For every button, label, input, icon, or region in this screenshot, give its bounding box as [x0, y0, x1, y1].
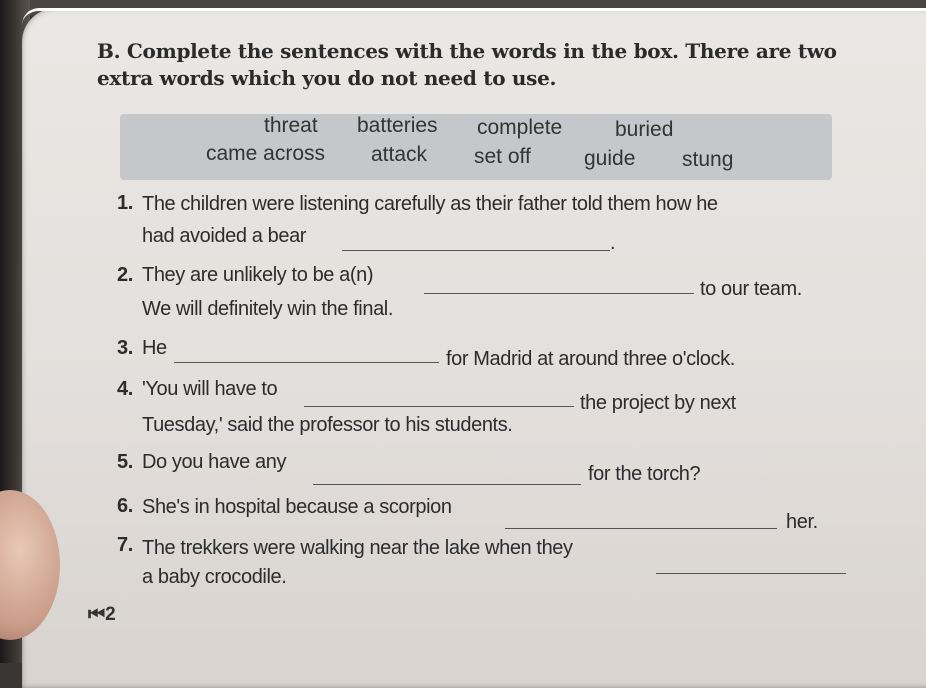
answer-blank[interactable]	[505, 528, 777, 529]
answer-blank[interactable]	[656, 573, 846, 574]
audio-track-number: 2	[105, 604, 116, 625]
exercise-heading	[97, 38, 857, 92]
sentence-number: 6.	[117, 495, 133, 517]
word-box-item: set off	[474, 145, 531, 168]
answer-blank[interactable]	[304, 406, 574, 407]
sentence-text: She's in hospital because a scorpion	[142, 496, 452, 518]
sentence-text: had avoided a bear	[142, 225, 307, 247]
word-box-item: threat	[264, 114, 318, 137]
word-box-item: buried	[615, 118, 674, 141]
sentence-text: her.	[786, 511, 818, 533]
sentence-text: The children were listening carefully as their father told them how he	[142, 193, 718, 215]
sentence-number: 5.	[117, 451, 133, 473]
word-box-item: batteries	[357, 114, 438, 137]
sentence-number: 2.	[117, 264, 133, 286]
word-box-item: guide	[584, 147, 636, 170]
answer-blank[interactable]	[174, 362, 439, 363]
sentence-number: 3.	[117, 337, 133, 359]
sentence-text: for Madrid at around three o'clock.	[446, 348, 735, 370]
sentence-text: The trekkers were walking near the lake when they	[142, 537, 573, 559]
sentence-text: for the torch?	[588, 463, 701, 485]
sentence-text: We will definitely win the final.	[142, 298, 393, 320]
word-box-item: attack	[371, 143, 428, 166]
sentence-text: 'You will have to	[142, 378, 278, 400]
word-box	[120, 114, 832, 180]
sentence-text: to our team.	[700, 278, 802, 300]
sentence-text: Do you have any	[142, 451, 287, 473]
answer-blank[interactable]	[424, 293, 694, 294]
sentence-text: the project by next	[580, 392, 736, 414]
answer-blank[interactable]	[342, 250, 610, 251]
sentence-number: 7.	[117, 534, 133, 556]
page-edge	[22, 8, 926, 25]
sentence-text: He	[142, 337, 167, 359]
word-box-item: stung	[682, 148, 734, 171]
sentence-number: 4.	[117, 378, 133, 400]
sentence-text: They are unlikely to be a(n)	[142, 264, 374, 286]
sentence-text: a baby crocodile.	[142, 566, 287, 588]
word-box-item: came across	[206, 142, 326, 165]
audio-track-reference[interactable]	[88, 604, 116, 626]
rewind-icon: ⏮	[88, 604, 106, 625]
sentence-text: Tuesday,' said the professor to his students.	[142, 414, 513, 436]
word-box-item: complete	[477, 116, 563, 139]
answer-blank[interactable]	[313, 484, 581, 485]
sentence-number: 1.	[117, 192, 133, 214]
heading-line-2: extra words which you do not need to use.	[97, 66, 557, 90]
sentence-text: .	[610, 232, 616, 254]
heading-line-1: B. Complete the sentences with the words in the box. There are two	[97, 39, 837, 63]
